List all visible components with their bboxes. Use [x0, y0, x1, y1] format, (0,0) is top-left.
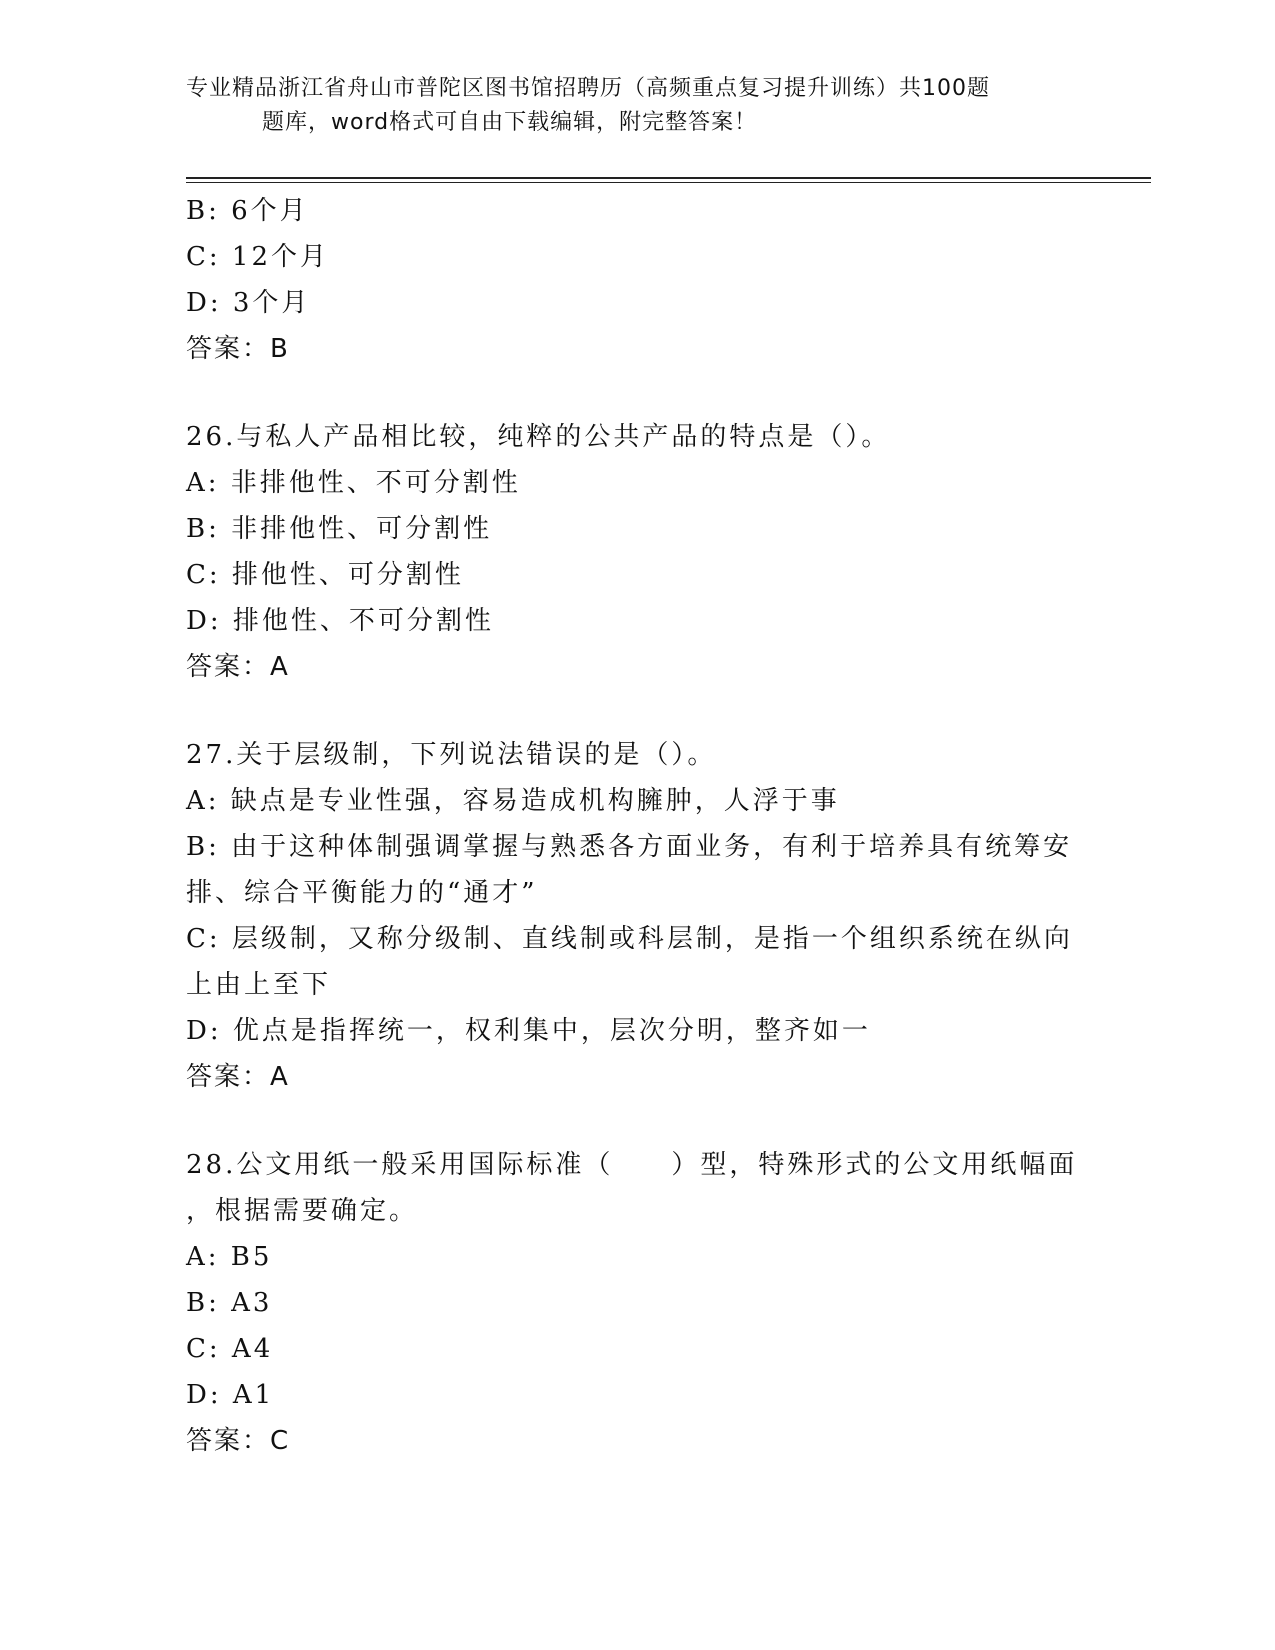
option-line: A: B5 [186, 1242, 273, 1272]
option-line: D: 排他性、不可分割性 [186, 606, 494, 636]
header-divider-thin [186, 182, 1151, 183]
option-line: B: 非排他性、可分割性 [186, 514, 493, 544]
question-28 [186, 1142, 1086, 1464]
header-divider-thick [186, 177, 1151, 179]
document-header [186, 72, 1066, 140]
answer-line: 答案：A [186, 1062, 290, 1092]
option-line: C: A4 [186, 1334, 274, 1364]
question-27 [186, 732, 1086, 1100]
answer-line: 答案：A [186, 652, 290, 682]
question-26 [186, 414, 1086, 690]
question-stem: 28.公文用纸一般采用国际标准（ ）型，特殊形式的公文用纸幅面 [186, 1150, 1078, 1180]
option-line: A: 缺点是专业性强，容易造成机构臃肿，人浮于事 [186, 786, 840, 816]
question-stem: 26.与私人产品相比较，纯粹的公共产品的特点是（）。 [186, 422, 891, 452]
option-line: B: A3 [186, 1288, 273, 1318]
option-line: B: 由于这种体制强调掌握与熟悉各方面业务，有利于培养具有统筹安 [186, 832, 1073, 862]
header-title-line-2: 题库，word格式可自由下载编辑，附完整答案！ [262, 110, 758, 135]
option-line-continued: 排、综合平衡能力的“通才” [186, 878, 538, 908]
question-content [186, 188, 1086, 1464]
header-title-line-1: 专业精品浙江省舟山市普陀区图书馆招聘历（高频重点复习提升训练）共100题 [186, 76, 990, 101]
option-line: D: A1 [186, 1380, 275, 1410]
option-line: A: 非排他性、不可分割性 [186, 468, 521, 498]
option-line: D: 3个月 [186, 288, 311, 318]
option-line-continued: 上由上至下 [186, 970, 332, 1000]
answer-line: 答案：B [186, 334, 290, 364]
option-line: C: 排他性、可分割性 [186, 560, 464, 590]
option-line: C: 层级制，又称分级制、直线制或科层制，是指一个组织系统在纵向 [186, 924, 1073, 954]
option-line: C: 12个月 [186, 242, 330, 272]
option-line: D: 优点是指挥统一，权利集中，层次分明，整齐如一 [186, 1016, 871, 1046]
option-line: B: 6个月 [186, 196, 309, 226]
question-25-tail [186, 188, 1086, 372]
question-stem-continued: ，根据需要确定。 [186, 1196, 419, 1226]
question-stem: 27.关于层级制，下列说法错误的是（）。 [186, 740, 717, 770]
answer-line: 答案：C [186, 1426, 291, 1456]
